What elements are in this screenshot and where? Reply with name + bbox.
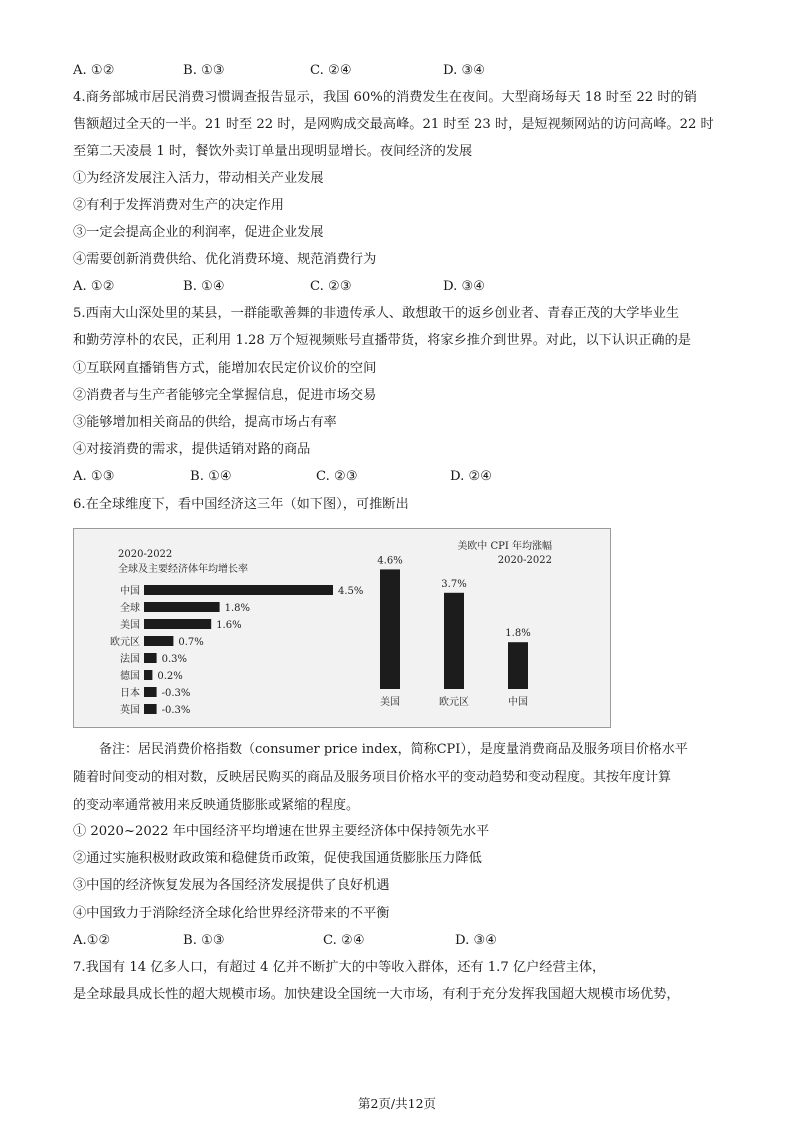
q4-statement: ④需要创新消费供给、优化消费环境、规范消费行为 [73,252,377,267]
cpi-value-label: 4.6% [377,555,403,567]
growth-category-label: 日本 [120,688,140,699]
growth-category-label: 中国 [120,586,140,597]
growth-bar [144,653,157,663]
q5-statement: ④对接消费的需求，提供适销对路的商品 [73,442,311,457]
q6-option-d: D. ③④ [455,933,498,948]
q6-note-line: 随着时间变动的相对数，反映居民购买的商品及服务项目价格水平的变动趋势和变动程度。其按年度计算 [73,770,672,785]
q5-stem-line: 5.西南大山深处里的某县，一群能歌善舞的非遗传承人、敢想敢干的返乡创业者、青春正茂的大学毕业生 [73,306,680,321]
growth-category-label: 英国 [120,705,140,716]
q5-option-d: D. ②④ [450,469,493,484]
cpi-category-label: 美国 [380,697,400,708]
growth-value-label: -0.3% [161,688,191,699]
growth-category-label: 法国 [120,654,140,665]
q6-statement: ③中国的经济恢复发展为各国经济发展提供了良好机遇 [73,878,390,893]
growth-bar [144,585,333,595]
growth-value-label: 0.3% [161,654,188,665]
growth-category-label: 欧元区 [110,637,140,648]
growth-bar [144,602,220,612]
q3-option-c: C. ②④ [310,63,352,78]
q4-statement: ②有利于发挥消费对生产的决定作用 [73,198,284,213]
cpi-category-label: 欧元区 [439,697,469,708]
growth-bar-chart [110,584,363,716]
cpi-bar [444,593,464,689]
cpi-value-label: 1.8% [505,628,531,640]
q6-note [73,736,723,820]
growth-category-label: 美国 [120,620,140,631]
cpi-chart-subtitle: 2020-2022 [497,555,552,566]
growth-value-label: 1.8% [224,603,251,614]
q7-stem-line: 是全球最具成长性的超大规模市场。加快建设全国统一大市场，有利于充分发挥我国超大规模市场优势， [73,987,680,1002]
q4-option-d: D. ③④ [443,279,486,294]
cpi-category-label: 中国 [508,697,528,708]
growth-bar [144,687,157,697]
q4-stem-line: 4.商务部城市居民消费习惯调查报告显示，我国 60%的消费发生在夜间。大型商场每天 18 时至 22 时的销 [73,90,697,105]
q4-option-a: A. ①② [73,279,115,294]
q6-note-line: 备注：居民消费价格指数（consumer price index，简称CPI），是度量消费商品及服务项目价格水平 [99,742,688,757]
q6-option-b: B. ①③ [183,933,225,948]
q3-option-a: A. ①② [73,63,115,78]
cpi-bar-chart [377,555,530,708]
growth-category-label: 德国 [120,671,140,682]
q6-figure [73,528,611,728]
growth-chart-subtitle: 全球及主要经济体年均增长率 [118,564,248,575]
q4-statement: ①为经济发展注入活力，带动相关产业发展 [73,171,324,186]
q4-stem-line: 售额超过全天的一半。21 时至 22 时，是网购成交最高峰。21 时至 23 时，是短视频网站的访问高峰。22 时 [73,117,714,132]
q6-stem: 6.在全球维度下，看中国经济这三年（如下图），可推断出 [73,497,409,512]
cpi-bar [508,642,528,689]
q7-stem-line: 7.我国有 14 亿多人口，有超过 4 亿并不断扩大的中等收入群体，还有 1.7 亿户经营主体， [73,960,606,975]
growth-value-label: 0.7% [178,637,204,648]
q4-option-b: B. ①④ [183,279,225,294]
q5-statement: ②消费者与生产者能够完全掌握信息，促进市场交易 [73,388,377,403]
q5-option-b: B. ①④ [190,469,232,484]
growth-value-label: 1.6% [216,620,242,631]
growth-category-label: 全球 [120,603,140,614]
q5-stem-line: 和勤劳淳朴的农民，正利用 1.28 万个短视频账号直播带货，将家乡推介到世界。对此，以下认识正确的是 [73,333,691,348]
cpi-chart-title: 美欧中 CPI 年均涨幅 [457,541,552,552]
q5-option-a: A. ①③ [73,469,115,484]
q4-statement: ③一定会提高企业的利润率，促进企业发展 [73,225,324,240]
q3-option-d: D. ③④ [443,63,486,78]
q6-statement: ① 2020~2022 年中国经济平均增速在世界主要经济体中保持领先水平 [73,824,490,839]
growth-bar [144,636,173,646]
q5-statement: ③能够增加相关商品的供给，提高市场占有率 [73,415,337,430]
q3-option-b: B. ①③ [183,63,225,78]
cpi-value-label: 3.7% [441,578,467,590]
growth-chart-title: 2020-2022 [118,549,173,560]
q6-statement: ②通过实施积极财政政策和稳健货币政策，促使我国通货膨胀压力降低 [73,851,482,866]
q4-option-c: C. ②③ [310,279,352,294]
cpi-bar [380,569,400,689]
q6-charts [74,529,610,727]
q6-note-line: 的变动率通常被用来反映通货膨胀或紧缩的程度。 [73,798,360,813]
page-footer: 第2页/共12页 [357,1096,437,1111]
growth-bar [144,619,211,629]
q6-statement: ④中国致力于消除经济全球化给世界经济带来的不平衡 [73,906,390,921]
q5-option-c: C. ②③ [316,469,358,484]
q6-option-a: A.①② [73,933,111,948]
growth-bar [144,670,152,680]
growth-value-label: -0.3% [161,705,191,716]
q4-stem-line: 至第二天凌晨 1 时，餐饮外卖订单量出现明显增长。夜间经济的发展 [73,144,473,159]
growth-value-label: 4.5% [338,586,364,597]
growth-bar [144,704,157,714]
q5-statement: ①互联网直播销售方式，能增加农民定价议价的空间 [73,361,377,376]
growth-value-label: 0.2% [157,671,183,682]
q6-option-c: C. ②④ [323,933,365,948]
